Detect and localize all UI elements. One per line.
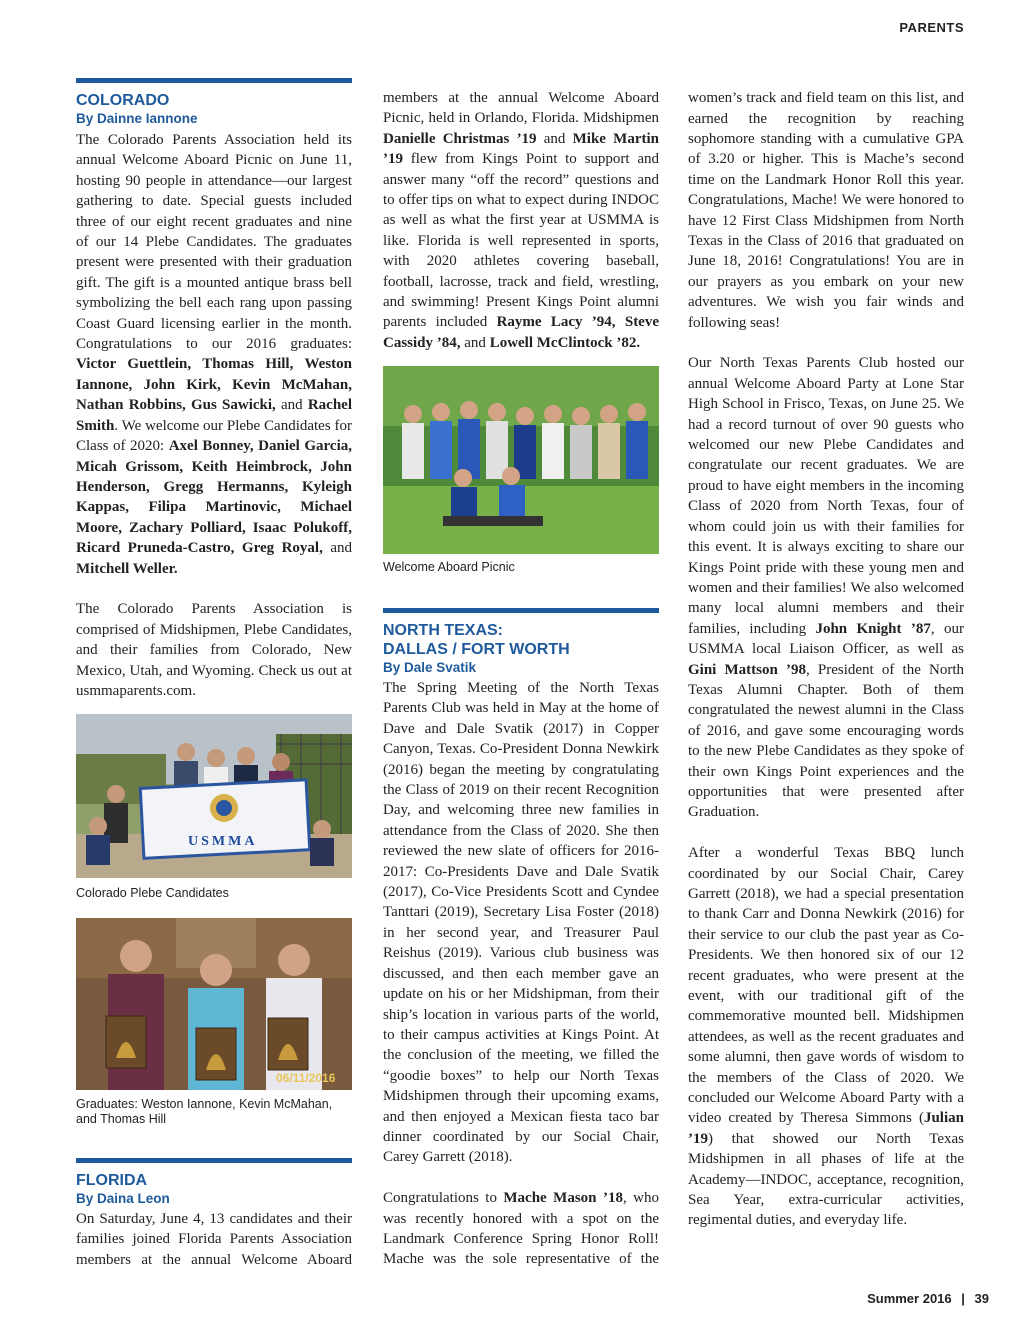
photo-illustration	[383, 366, 659, 554]
text-run: , who was recently honored with a spot on the Landmark Conference Spring Honor Roll! Mache was the sole representative of the	[383, 1190, 659, 1268]
text-run: members at the annual Welcome Aboard Picnic, held in Orlando, Florida. Midshipmen	[383, 90, 659, 127]
text-run: Congratulations to	[383, 1190, 504, 1207]
north-texas-flow	[383, 678, 659, 1270]
text-run: , our USMMA local Liaison Officer, as well as	[688, 620, 964, 658]
flag-text: USMMA	[188, 834, 258, 849]
text-run: women’s track and field team on this list, and earned the recognition by reaching sophomore standing with a cumulative GPA of 3.20 or higher. This is Mache’s second time on the Landmark Honor Roll this year. Congratulations, Mache! We were honored to have 12 First Class Midshipmen from North Texas in the Class of 2016 that graduated on June 18, 2016! Congratulations! You are in our prayers as you embark on your new adventures. We wish you fair winds and following seas!	[688, 90, 964, 331]
names-bold: Lowell McClintock ’82.	[489, 334, 641, 351]
footer-separator: |	[961, 1291, 965, 1306]
section-title-line2: DALLAS / FORT WORTH	[383, 641, 570, 658]
article-body	[76, 130, 352, 701]
page-number: 39	[974, 1291, 989, 1306]
text-run: The Colorado Parents Association held its annual Welcome Aboard Picnic on June 11, hosting 90 people in attendance—our largest gathering to date. Special guests included three of our eight recent graduates and nine of our 14 Plebe Candidates. The graduates present were presented with their graduation gift. The gift is a mounted antique brass bell symbolizing the bell each rang upon passing Coast Guard licensing earlier in the month. Congratulations to our 2016 graduates:	[76, 132, 352, 353]
paragraph: The Spring Meeting of the North Texas Parents Club was held in May at the home of Dave and Dale Svatik (2017) in Copper Canyon, Texas. Co-President Donna Newkirk (2016) began the meeting by congratulating the Class of 2019 on their recent Recognition Day, and welcoming three new families in attendance from the Class of 2020. She then reviewed the new slate of officers for 2016-2017: Co-Presidents Dave and Dale Svatik (2017), Co-Vice Presidents Scott and Cyndee Tanttari (2019), Secretary Lisa Foster (2018) in her second year, and Treasurer Paul Reishus (2019). Various club business was discussed, and then each member gave an update on his or her Midshipman, from their ship’s location in various parts of the world, to their campus activities at Kings Point. At the conclusion of the meeting, we filled the “goodie boxes” to help our North Texas Midshipmen through their upcoming exams, and then enjoyed a Mexican fiesta taco bar dinner coordinated by our Social Chair, Carey Garrett (2018).	[383, 680, 659, 1166]
names-bold: Mitchell Weller.	[76, 560, 178, 577]
issue-label: Summer 2016	[867, 1291, 952, 1306]
names-bold: Mache Mason ’18	[503, 1190, 623, 1207]
byline: By Dainne Iannone	[76, 111, 198, 126]
text-run: and	[275, 397, 308, 414]
north-texas-section	[383, 608, 659, 676]
running-header: PARENTS	[899, 20, 964, 35]
photo-illustration	[76, 918, 352, 1090]
text-run: and	[536, 130, 573, 147]
section-title-line1: NORTH TEXAS:	[383, 622, 503, 639]
photo-illustration	[76, 714, 352, 878]
paragraph	[688, 353, 964, 822]
north-texas-body-col3	[688, 88, 964, 1258]
section-rule	[383, 608, 659, 613]
paragraph	[688, 843, 964, 1231]
text-run: and	[460, 334, 490, 351]
text-run: . We welcome our Plebe Candidates for Class of 2020:	[76, 417, 352, 455]
florida-body-col1	[76, 1209, 352, 1270]
paragraph	[383, 1188, 659, 1270]
section-title: FLORIDA	[76, 1172, 148, 1189]
names-bold: Julian ’19	[688, 1110, 964, 1147]
paragraph	[383, 88, 659, 353]
florida-section	[76, 1158, 352, 1207]
text-run: After a wonderful Texas BBQ lunch coordinated by our Social Chair, Carey Garrett (2018), we had a special presentation to thank Carr and Donna Newkirk (2016) for their service to our club the past year as Co-Presidents. We then honored six of our 12 recent graduates, who were present at the event, with our traditional gift of the commemorative mounted bell. Midshipmen attendees, as well as the recent graduates and some alumni, then gave words of wisdom to the members of the Class of 2020. We concluded our Welcome Aboard Party with a video created by Theresa Simmons (	[688, 845, 964, 1127]
names-bold: Rayme Lacy ’94, Steve Cassidy ’84,	[383, 314, 659, 351]
text-run: ) that showed our North Texas Midshipmen in all phases of life at the Academy—INDOC, acceptance, recognition, Sea Year, extra-curricular activities, regimental duties, and everyday life.	[688, 1130, 964, 1229]
names-bold: Gini Mattson ’98	[688, 661, 806, 678]
section-title: COLORADO	[76, 92, 170, 109]
photo-welcome-aboard-picnic	[383, 366, 659, 554]
florida-continuation	[383, 88, 659, 353]
paragraph: The Colorado Parents Association is comprised of Midshipmen, Plebe Candidates, and their families from Colorado, New Mexico, Utah, and Wyoming. Check us out at usmmaparents.com.	[76, 601, 352, 699]
paragraph	[76, 1209, 352, 1270]
section-rule	[76, 78, 352, 83]
photo-caption: Graduates: Weston Iannone, Kevin McMahan, and Thomas Hill	[76, 1097, 333, 1126]
photo-caption: Welcome Aboard Picnic	[383, 560, 515, 574]
section-rule	[76, 1158, 352, 1163]
names-bold: Victor Guettlein, Thomas Hill, Weston Iannone, John Kirk, Kevin McMahan, Nathan Robbins, Gus Sawicki,	[76, 356, 352, 414]
text-run: On Saturday, June 4, 13 candidates and their families joined Florida Parents Association members at the annual Welcome Aboard	[76, 1211, 352, 1268]
paragraph	[688, 88, 964, 333]
text-run: , President of the North Texas Alumni Chapter. Both of them congratulated the newest alumni in the Class of 2016, and gave some encouraging words to the new Plebe Candidates as they spoke of their own Kings Point experiences and the opportunities that were presented after Graduation.	[688, 661, 964, 821]
paragraph	[76, 130, 352, 579]
text-run: flew from Kings Point to support and answer many “off the record” questions and to offer tips on what to expect during INDOC as well as what the first year at USMMA is like. Florida is well represented in sports, with 2020 athletes covering baseball, football, lacrosse, track and field, wrestling, and swimming! Present Kings Point alumni parents included	[383, 151, 659, 331]
byline: By Daina Leon	[76, 1191, 170, 1206]
photo-caption: Colorado Plebe Candidates	[76, 886, 229, 900]
north-texas-body-col2	[383, 678, 659, 1270]
photo-colorado-plebe-candidates	[76, 714, 352, 878]
colorado-section	[76, 78, 352, 701]
names-bold: Axel Bonney, Daniel Garcia, Micah Grissom, Keith Heimbrock, John Henderson, Gregg Hermanns, Kyleigh Kappas, Filipa Martinovic, Michael Moore, Zachary Polliard, Isaac Polukoff, Ricard Pruneda-Castro, Greg Royal,	[76, 438, 352, 557]
names-bold: Rachel Smith	[76, 397, 352, 434]
names-bold: Mike Martin ’19	[383, 130, 659, 168]
photo-graduates	[76, 918, 352, 1090]
byline: By Dale Svatik	[383, 660, 477, 675]
text-run: and	[322, 540, 352, 557]
text-run: Our North Texas Parents Club hosted our annual Welcome Aboard Party at Lone Star High School in Frisco, Texas, on June 25. We had a record turnout of over 90 guests who welcomed our new Plebe Candidates and congratulate our recent graduates. We are proud to have eight members in the incoming Class of 2020 from North Texas, four of whom could join us with their families for this event. It is always exciting to share our Kings Point pride with these young men and women and their families! We also welcomed many local alumni members and their families, including	[688, 355, 964, 637]
photo-date-stamp: 06/11/2016	[276, 1071, 336, 1085]
florida-body-col2	[383, 88, 659, 354]
names-bold: John Knight ’87	[815, 620, 931, 637]
names-bold: Danielle Christmas ’19	[383, 130, 537, 147]
north-texas-continuation	[688, 88, 964, 1231]
page-footer	[867, 1291, 989, 1306]
